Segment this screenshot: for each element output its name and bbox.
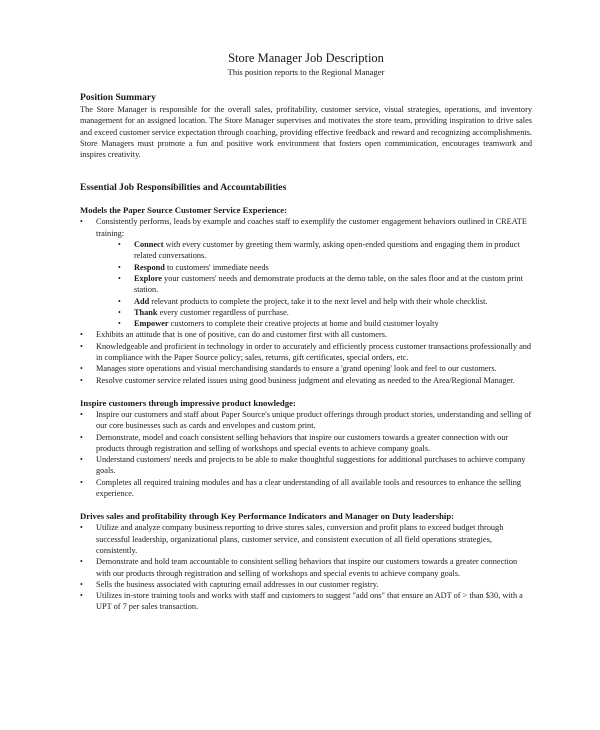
list-item <box>80 329 532 340</box>
bullet-list <box>80 409 532 499</box>
list-item <box>80 522 532 556</box>
list-item <box>80 363 532 374</box>
list-item-text: Utilize and analyze company business reporting to drive stores sales, conversion and profit plans to exceed budget through successful leadership, organizational plans, customer service, and consistent execution of all field operations strategies, consistently. <box>96 523 504 555</box>
keyword: Explore <box>134 273 162 283</box>
summary-text: The Store Manager is responsible for the overall sales, profitability, customer service, visual strategies, operations, and inventory management for an assigned location. The Store Manager supervises and motivates the store team, providing inspiration to drive sales and exceed customer service expectation through coaching, providing effective feedback and reward and recognizing accomplishments. Store Managers must promote a fun and positive work environment that fosters open communication, encourages teamwork and inspires creativity. <box>80 105 532 160</box>
bullet-icon: • <box>118 273 121 283</box>
bullet-icon: • <box>80 432 83 442</box>
bullet-icon: • <box>80 477 83 487</box>
bullet-icon: • <box>80 330 83 340</box>
list-item-text: Demonstrate, model and coach consistent selling behaviors that inspire our customers towards a greater connection with our products through registration and selling of workshops and special events to achieve company goals. <box>96 432 509 453</box>
responsibilities-heading: Essential Job Responsibilities and Accountabilities <box>80 182 287 194</box>
sub-bullet-list <box>96 239 532 329</box>
section-heading: Models the Paper Source Customer Service Experience: <box>80 205 288 216</box>
bullet-icon: • <box>80 375 83 385</box>
list-item <box>80 409 532 432</box>
section-heading: Drives sales and profitability through Key Performance Indicators and Manager on Duty leadership: <box>80 511 455 522</box>
sub-list-item-text: every customer regardless of purchase. <box>157 307 289 317</box>
bullet-icon: • <box>80 341 83 351</box>
bullet-icon: • <box>80 523 83 533</box>
keyword: Connect <box>134 240 164 250</box>
list-item-text: Demonstrate and hold team accountable to consistent selling behaviors that inspire our customers towards a greater connection with our products through registration and selling of workshops and special events to achieve company goals. <box>96 557 518 578</box>
sub-list-item <box>118 318 532 329</box>
bullet-icon: • <box>118 319 121 329</box>
sub-list-item-text: customers to complete their creative projects at home and build customer loyalty <box>168 319 439 329</box>
keyword: Respond <box>134 262 165 272</box>
list-item <box>80 556 532 579</box>
summary-heading: Position Summary <box>80 92 156 103</box>
bullet-icon: • <box>118 296 121 306</box>
sub-list-item-text: relevant products to complete the project, take it to the next level and help with their whole checklist. <box>149 296 488 306</box>
list-item-text: Knowledgeable and proficient in technology in order to accurately and efficiently process customer transactions professionally and in compliance with the Paper Source policy; sales, returns, gift certificates, special orders, etc. <box>96 341 532 363</box>
list-item <box>80 454 532 477</box>
list-item <box>80 590 532 613</box>
list-item <box>80 375 532 386</box>
bullet-icon: • <box>118 307 121 317</box>
bullet-icon: • <box>80 455 83 465</box>
sub-list-item-text: your customers' needs and demonstrate products at the demo table, on the sales floor and at the custom print station. <box>134 273 523 295</box>
bullet-list <box>80 216 532 385</box>
bullet-icon: • <box>80 364 83 374</box>
list-item-text: Exhibits an attitude that is one of positive, can do and customer first with all customers. <box>96 330 388 340</box>
list-item-text: Inspire our customers and staff about Paper Source's unique product offerings through product stories, understanding and selling of our core businesses such as cards and envelopes and custom print. <box>96 409 532 431</box>
sub-list-item <box>118 262 532 273</box>
keyword: Add <box>134 296 150 306</box>
document-title: Store Manager Job Description <box>228 51 384 65</box>
sub-list-item <box>118 307 532 318</box>
list-item <box>80 432 532 455</box>
bullet-icon: • <box>80 591 83 601</box>
document-subtitle: This position reports to the Regional Manager <box>227 67 385 77</box>
section-heading: Inspire customers through impressive product knowledge: <box>80 397 296 408</box>
sub-list-item <box>118 239 532 262</box>
bullet-icon: • <box>80 409 83 419</box>
list-item <box>80 341 532 364</box>
keyword: Thank <box>134 307 158 317</box>
bullet-icon: • <box>118 262 121 272</box>
list-item <box>80 477 532 500</box>
list-item-text: Understand customers' needs and projects to be able to make thoughtful suggestions for additional purchases to achieve company goals. <box>96 455 526 476</box>
list-item <box>80 216 532 329</box>
list-item-text: Completes all required training modules and has a clear understanding of all available tools and resources to enhance the selling experience. <box>96 477 522 499</box>
bullet-icon: • <box>80 557 83 567</box>
sub-list-item-text: to customers' immediate needs <box>164 262 269 272</box>
sub-list-item <box>118 273 532 296</box>
list-item-text: Consistently performs, leads by example and coaches staff to exemplify the customer engagement behaviors outlined in CREATE training: <box>96 217 527 238</box>
list-item <box>80 579 532 590</box>
sub-list-item <box>118 296 532 307</box>
bullet-icon: • <box>80 217 83 227</box>
list-item-text: Utilizes in-store training tools and works with staff and customers to suggest "add ons" that ensure an ADT of > than $30, with a UPT of 7 per sales transaction. <box>96 591 523 612</box>
list-item-text: Sells the business associated with capturing email addresses in our customer registry. <box>96 579 379 589</box>
list-item-text: Manages store operations and visual merchandising standards to ensure a 'grand opening' look and feel to our customers. <box>96 364 497 374</box>
bullet-icon: • <box>80 579 83 589</box>
sub-list-item-text: with every customer by greeting them warmly, asking open-ended questions and engaging them in product related conversations. <box>134 240 520 261</box>
bullet-icon: • <box>118 240 121 250</box>
keyword: Empower <box>134 319 169 329</box>
bullet-list <box>80 522 532 612</box>
list-item-text: Resolve customer service related issues using good business judgment and elevating as needed to the Area/Regional Manager. <box>96 375 515 385</box>
